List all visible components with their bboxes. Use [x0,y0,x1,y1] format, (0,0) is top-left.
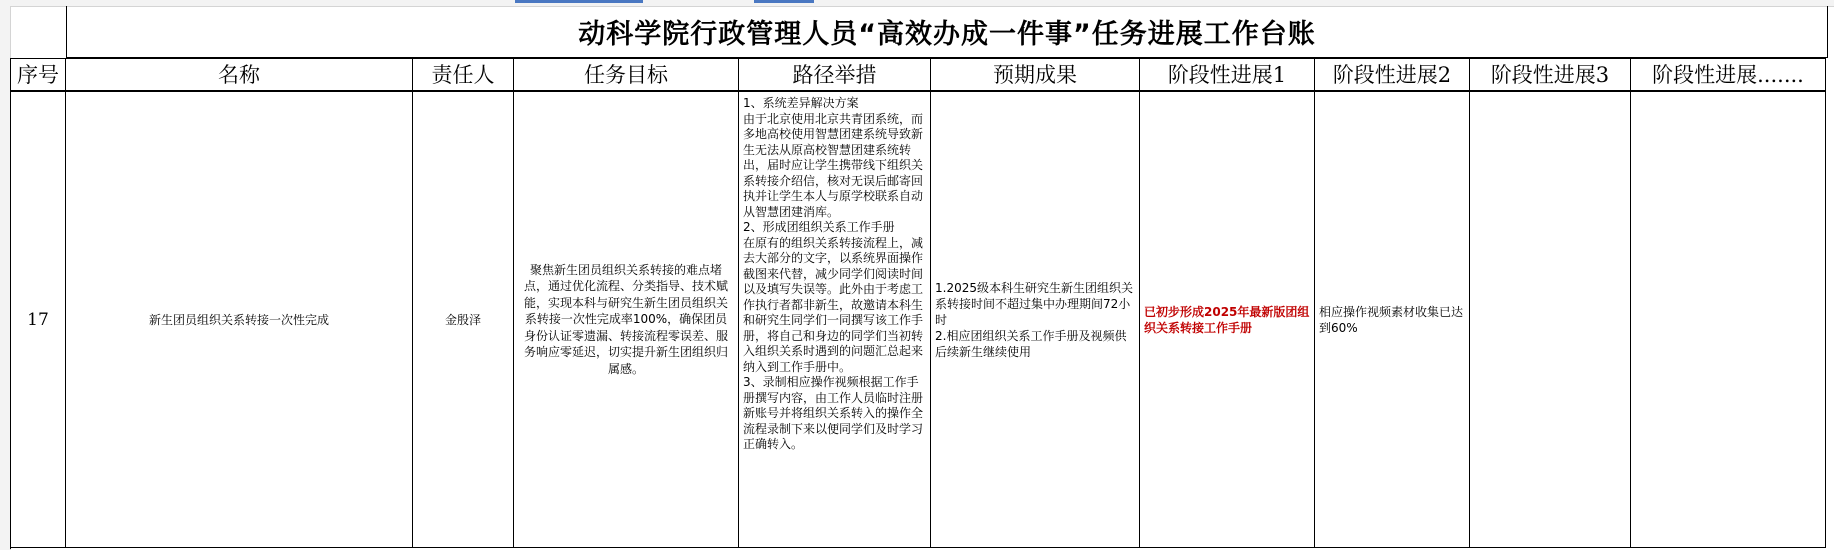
cell-name[interactable]: 新生团员组织关系转接一次性完成 [66,92,413,548]
cell-progress-3[interactable] [1470,92,1631,548]
goal-text: 聚焦新生团员组织关系转接的难点堵点，通过优化流程、分类指导、技术赋能，实现本科与研究生新生团员组织关系转接一次性完成率100%，确保团员身份认证零遗漏、转接流程零误差、服务响应零延迟，切实提升新生团组织归属感。 [523,262,728,376]
path-text: 1、系统差异解决方案 由于北京使用北京共青团系统，而多地高校使用智慧团建系统导致新生无法从原高校智慧团建系统转出，届时应让学生携带线下组织关系转接介绍信，核对无误后邮寄回执并让学生本人与原学校联系自动从智慧团建消库。 2、形成团组织关系工作手册 在原有的组织关系转接流程上，减去大部分的文字，以系统界面操作截图来代替，减少同学们阅读时间以及填写失误等。此外由于考虑工作执行者都非新生，故邀请本科生和研究生同学们一同撰写该工作手册，将自己和身边的同学们当初转入组织关系时遇到的问题汇总起来纳入到工作手册中。 3、录制相应操作视频根据工作手册撰写内容，由工作人员临时注册新账号并将组织关系转入的操作全流程录制下来以便同学们及时学习正确转入。 [743,96,924,451]
page-title: 动科学院行政管理人员“高效办成一件事”任务进展工作台账 [66,6,1828,58]
header-goal[interactable]: 任务目标 [514,58,739,92]
progress-1-text: 已初步形成2025年最新版团组织关系转接工作手册 [1144,304,1310,335]
header-progress-more[interactable]: 阶段性进展....... [1631,58,1826,92]
header-seq[interactable]: 序号 [11,58,66,92]
header-outcome[interactable]: 预期成果 [931,58,1140,92]
selection-indicator [515,0,643,3]
cell-progress-more[interactable] [1631,92,1826,548]
cell-goal[interactable] [514,92,739,548]
header-progress-1[interactable]: 阶段性进展1 [1140,58,1315,92]
header-progress-2[interactable]: 阶段性进展2 [1315,58,1470,92]
progress-2-text: 相应操作视频素材收集已达到60% [1319,304,1464,335]
cell-progress-2[interactable] [1315,92,1470,548]
header-owner[interactable]: 责任人 [413,58,514,92]
header-progress-3[interactable]: 阶段性进展3 [1470,58,1631,92]
selection-indicator [754,0,814,3]
cell-seq[interactable]: 17 [11,92,66,548]
outcome-text: 1.2025级本科生研究生新生团组织关系转接时间不超过集中办理期间72小时 2.相应团组织关系工作手册及视频供后续新生继续使用 [935,280,1133,359]
header-name[interactable]: 名称 [66,58,413,92]
header-path[interactable]: 路径举措 [739,58,931,92]
cell-outcome[interactable] [931,92,1140,548]
cell-progress-1[interactable] [1140,92,1315,548]
cell-owner[interactable]: 金殷泽 [413,92,514,548]
cell-path[interactable] [739,92,931,548]
